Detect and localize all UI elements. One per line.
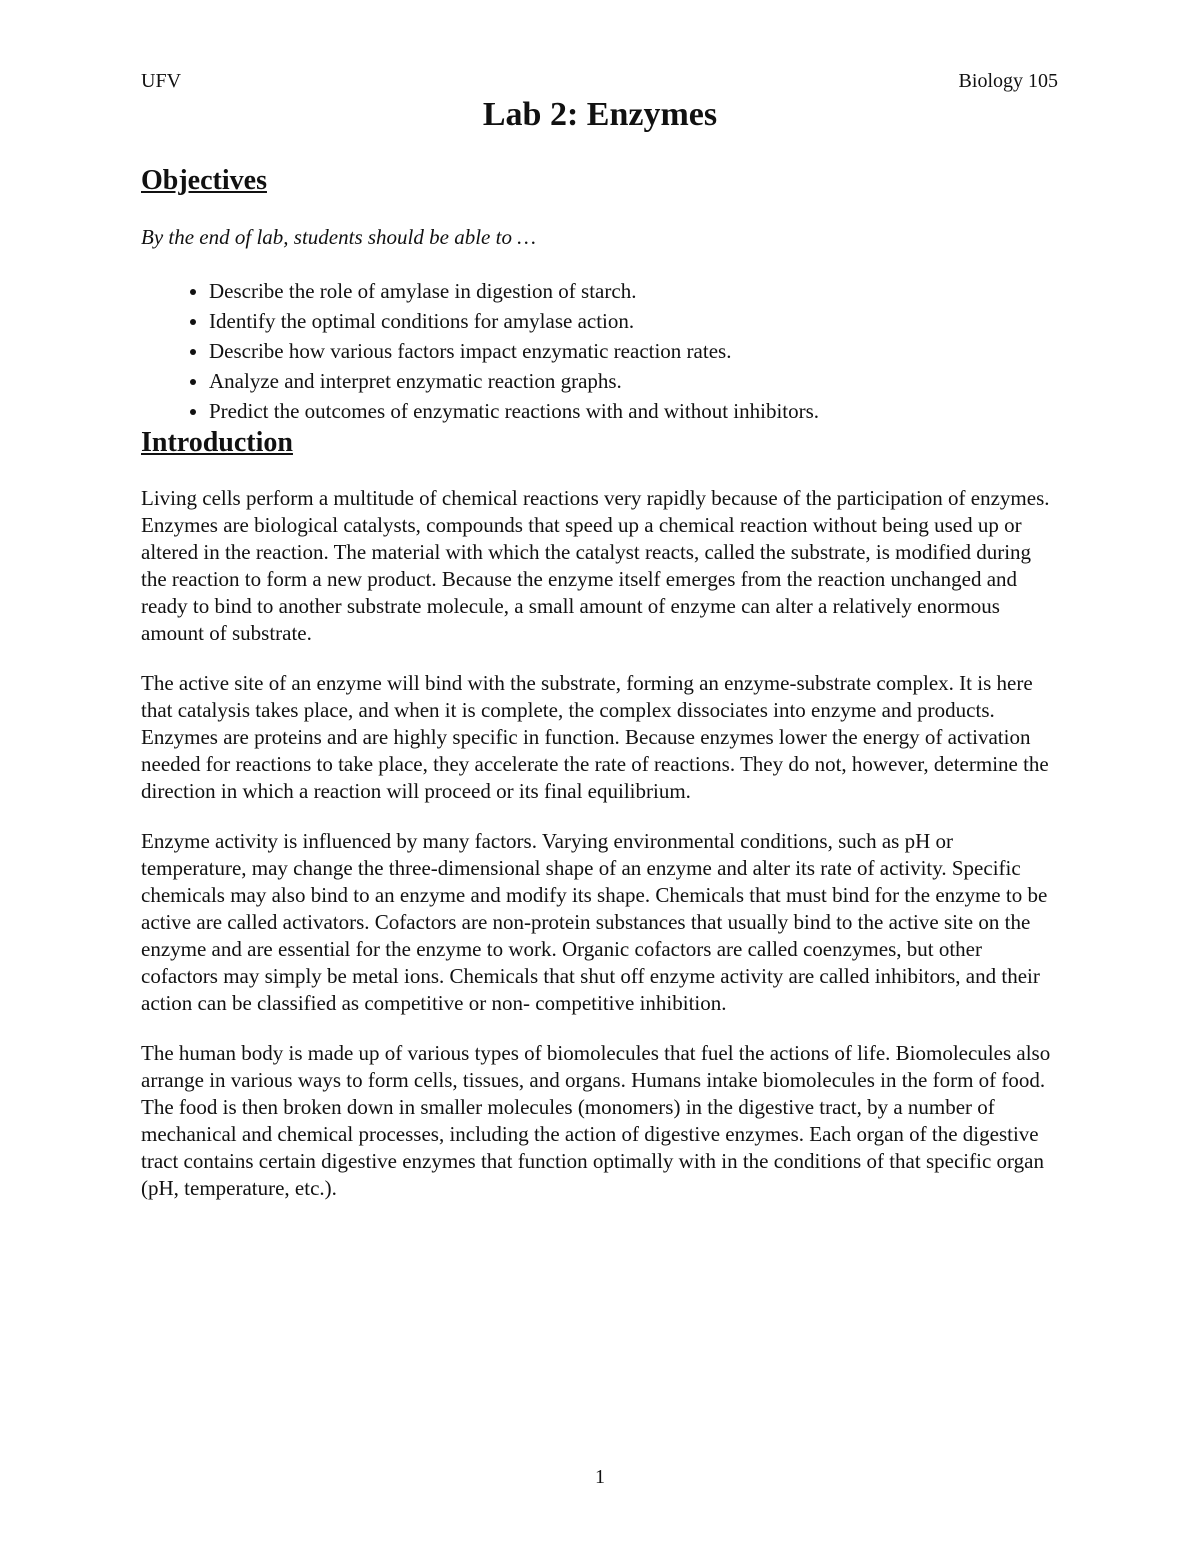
objectives-lead: By the end of lab, students should be able to … bbox=[141, 225, 536, 249]
page-title: Lab 2: Enzymes bbox=[482, 96, 718, 133]
objectives-heading: Objectives bbox=[141, 165, 267, 196]
header-course: Biology 105 bbox=[958, 70, 1058, 92]
objective-item: • Predict the outcomes of enzymatic reactions with and without inhibitors. bbox=[209, 396, 1061, 426]
introduction-paragraph: The human body is made up of various types of biomolecules that fuel the actions of life. Biomolecules also arrange in various ways to form cells, tissues, and organs. Humans intake biomolecules in the form of food. The food is then broken down in smaller molecules (monomers) in the digestive tract, by a number of mechanical and chemical processes, including the action of digestive enzymes. Each organ of the digestive tract contains certain digestive enzymes that function optimally with in the conditions of that specific organ (pH, temperature, etc.). bbox=[141, 1041, 1051, 1200]
page-number: 1 bbox=[595, 1466, 605, 1488]
header-institution: UFV bbox=[141, 70, 182, 92]
objective-item: • Analyze and interpret enzymatic reaction graphs. bbox=[209, 366, 1061, 396]
introduction-paragraph: Living cells perform a multitude of chemical reactions very rapidly because of the participation of enzymes. Enzymes are biological catalysts, compounds that speed up a chemical reaction without being used up or altered in the reaction. The material with which the catalyst reacts, called the substrate, is modified during the reaction to form a new product. Because the enzyme itself emerges from the reaction unchanged and ready to bind to another substrate molecule, a small amount of enzyme can alter a relatively enormous amount of substrate. bbox=[141, 486, 1050, 645]
introduction-paragraph: The active site of an enzyme will bind with the substrate, forming an enzyme-substrate complex. It is here that catalysis takes place, and when it is complete, the complex dissociates into enzyme and products. Enzymes are proteins and are highly specific in function. Because enzymes lower the energy of activation needed for reactions to take place, they accelerate the rate of reactions. They do not, however, determine the direction in which a reaction will proceed or its final equilibrium. bbox=[141, 671, 1049, 803]
document-body bbox=[141, 164, 1061, 1202]
objectives-list bbox=[141, 276, 1061, 426]
introduction-heading: Introduction bbox=[141, 427, 293, 458]
objective-item: • Describe how various factors impact enzymatic reaction rates. bbox=[209, 336, 1061, 366]
objective-item: • Identify the optimal conditions for amylase action. bbox=[209, 306, 1061, 336]
introduction-paragraph: Enzyme activity is influenced by many factors. Varying environmental conditions, such as pH or temperature, may change the three-dimensional shape of an enzyme and alter its rate of activity. Specific chemicals may also bind to an enzyme and modify its shape. Chemicals that must bind for the enzyme to be active are called activators. Cofactors are non-protein substances that usually bind to the active site on the enzyme and are essential for the enzyme to work. Organic cofactors are called coenzymes, but other cofactors may simply be metal ions. Chemicals that shut off enzyme activity are called inhibitors, and their action can be classified as competitive or non- competitive inhibition. bbox=[141, 829, 1048, 1015]
objective-item: • Describe the role of amylase in digestion of starch. bbox=[209, 276, 1061, 306]
